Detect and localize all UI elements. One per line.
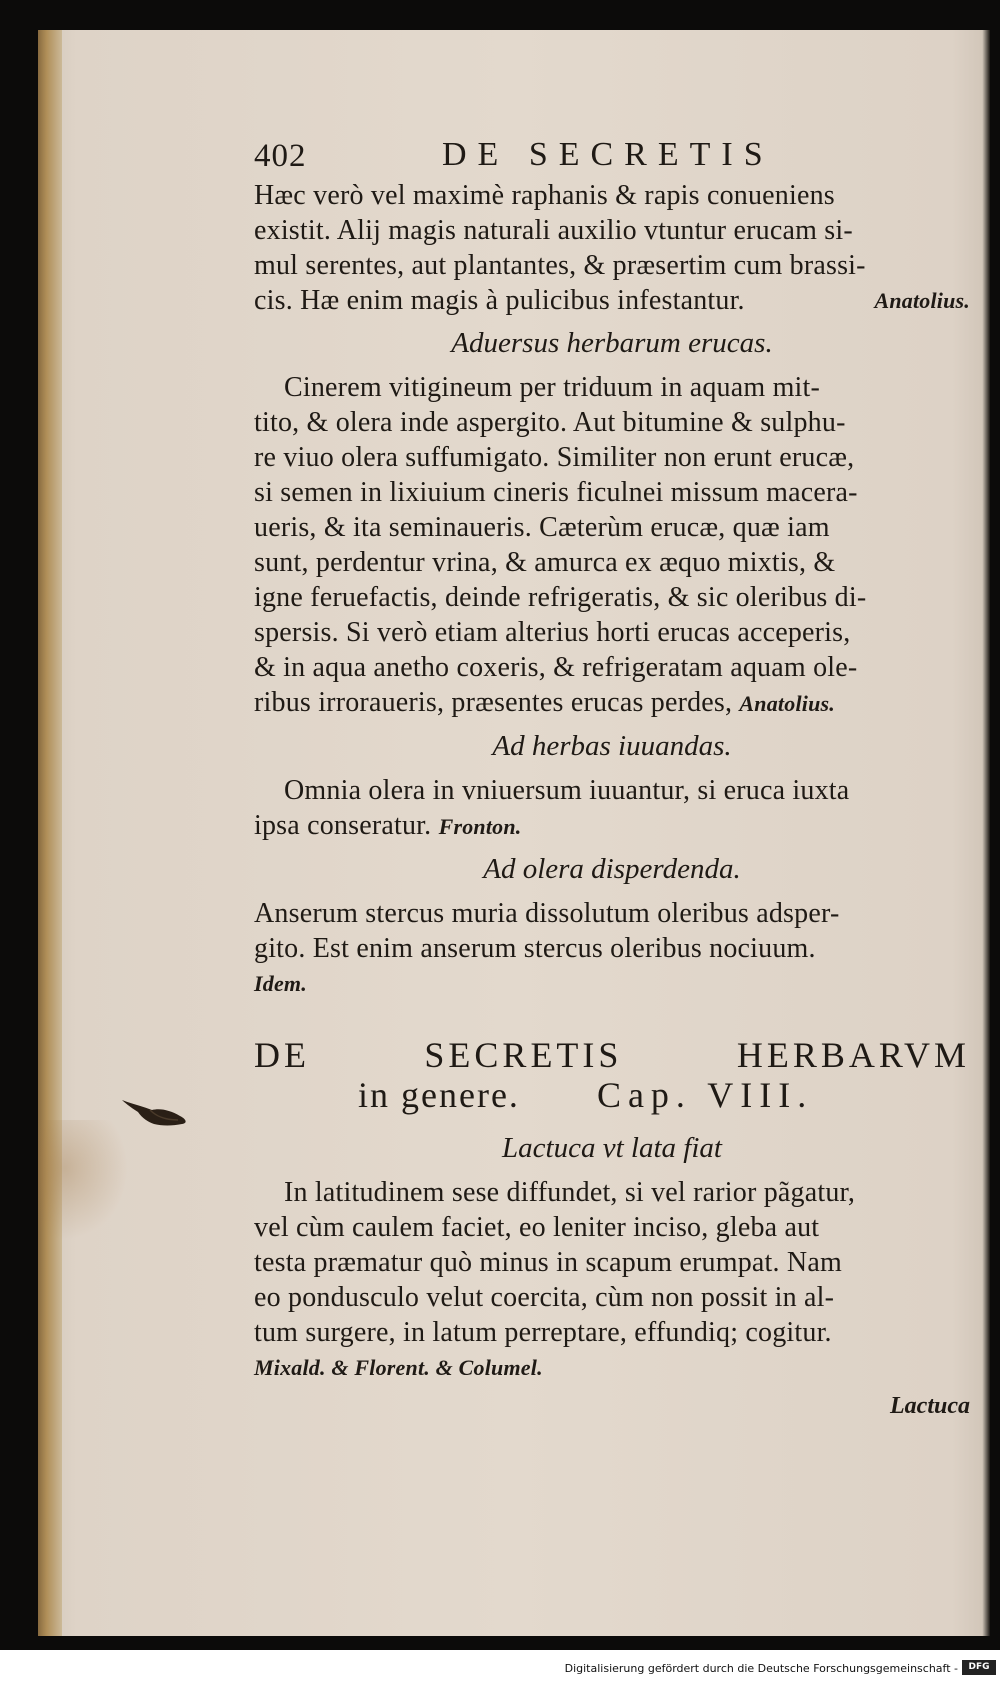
text-line: tum surgere, in latum perreptare, effundiq; cogitur. xyxy=(254,1317,832,1348)
funding-notice: Digitalisierung gefördert durch die Deutsche Forschungsgemeinschaft - xyxy=(564,1662,958,1675)
page-binding-edge xyxy=(38,30,62,1636)
text-line: & in aqua anetho coxeris, & refrigeratam aquam ole- xyxy=(254,652,858,683)
text-line xyxy=(254,283,970,318)
text-line: tito, & olera inde aspergito. Aut bitumine & sulphu- xyxy=(254,407,846,438)
source-citation: Mixald. & Florent. & Columel. xyxy=(254,1355,543,1380)
page-number: 402 xyxy=(254,138,307,174)
text-line: testa præmatur quò minus in scapum erumpat. Nam xyxy=(254,1247,842,1278)
catchword: Lactuca xyxy=(890,1393,970,1419)
text-line: sunt, perdentur vrina, & amurca ex æquo mixtis, & xyxy=(254,547,836,578)
text-line: re viuo olera suffumigato. Similiter non erunt erucæ, xyxy=(254,442,855,473)
source-citation: Fronton. xyxy=(438,814,522,839)
text-line: Cinerem vitigineum per triduum in aquam mit- xyxy=(284,372,821,403)
hand-ornament-icon xyxy=(120,1096,190,1132)
paragraph-iuuandas xyxy=(254,773,970,844)
chapter-word: HERBARVM xyxy=(736,1035,970,1075)
section-heading: Ad olera disperdenda. xyxy=(483,853,741,885)
chapter-word: DE xyxy=(254,1035,310,1075)
chapter-subtitle: in genere. xyxy=(358,1075,520,1115)
section-heading: Ad herbas iuuandas. xyxy=(492,730,732,762)
paper-stain xyxy=(38,1120,128,1240)
text-line-body: ribus irroraueris, præsentes erucas perdes, xyxy=(254,687,733,718)
text-line: ueris, & ita seminaueris. Cæterùm erucæ, quæ iam xyxy=(254,512,830,543)
chapter-number: Cap. VIII. xyxy=(596,1075,814,1115)
chapter-title xyxy=(254,1035,970,1115)
text-line: eo pondusculo velut coercita, cùm non possit in al- xyxy=(254,1282,835,1313)
text-line: gito. Est enim anserum stercus oleribus nociuum. xyxy=(254,933,816,964)
text-line xyxy=(254,808,970,844)
chapter-word: SECRETIS xyxy=(424,1035,623,1075)
chapter-subtitle-line xyxy=(254,1075,970,1115)
paragraph-raphanis xyxy=(254,178,970,318)
dfg-logo: DFG xyxy=(962,1660,996,1675)
text-line: spersis. Si verò etiam alterius horti erucas acceperis, xyxy=(254,617,851,648)
text-line: Anserum stercus muria dissolutum oleribus adsper- xyxy=(254,898,840,929)
running-head: DE SECRETIS xyxy=(442,136,774,173)
book-page xyxy=(38,30,990,1636)
text-line-body: ipsa conseratur. xyxy=(254,810,432,841)
text-line: vel cùm caulem faciet, eo leniter inciso, gleba aut xyxy=(254,1212,820,1243)
text-line-body: cis. Hæ enim magis à pulicibus infestantur. xyxy=(254,285,745,316)
paragraph-disperdenda xyxy=(254,896,970,1001)
section-heading: Aduersus herbarum erucas. xyxy=(451,327,773,359)
text-line: igne feruefactis, deinde refrigeratis, & sic oleribus di- xyxy=(254,582,867,613)
text-line: Hæc verò vel maximè raphanis & rapis conueniens xyxy=(254,180,835,211)
section-heading: Lactuca vt lata fiat xyxy=(502,1132,722,1164)
text-line: Omnia olera in vniuersum iuuantur, si eruca iuxta xyxy=(284,775,850,806)
paragraph-lactuca xyxy=(254,1175,970,1385)
page-header xyxy=(254,122,970,178)
text-line: existit. Alij magis naturali auxilio vtuntur erucam si- xyxy=(254,215,853,246)
text-line: mul serentes, aut plantantes, & præsertim cum brassi- xyxy=(254,250,866,281)
text-line: In latitudinem sese diffundet, si vel rarior pãgatur, xyxy=(284,1177,856,1208)
source-citation: Idem. xyxy=(254,971,307,996)
page-text-block xyxy=(254,122,970,1420)
paragraph-erucas xyxy=(254,370,970,721)
footer-bar xyxy=(0,1650,1000,1687)
page-right-edge xyxy=(982,30,990,1636)
text-line: si semen in lixiuium cineris ficulnei missum macera- xyxy=(254,477,858,508)
source-citation: Anatolius. xyxy=(739,691,835,716)
text-line xyxy=(254,685,970,721)
source-citation: Anatolius. xyxy=(874,288,970,313)
chapter-title-line xyxy=(254,1035,970,1075)
